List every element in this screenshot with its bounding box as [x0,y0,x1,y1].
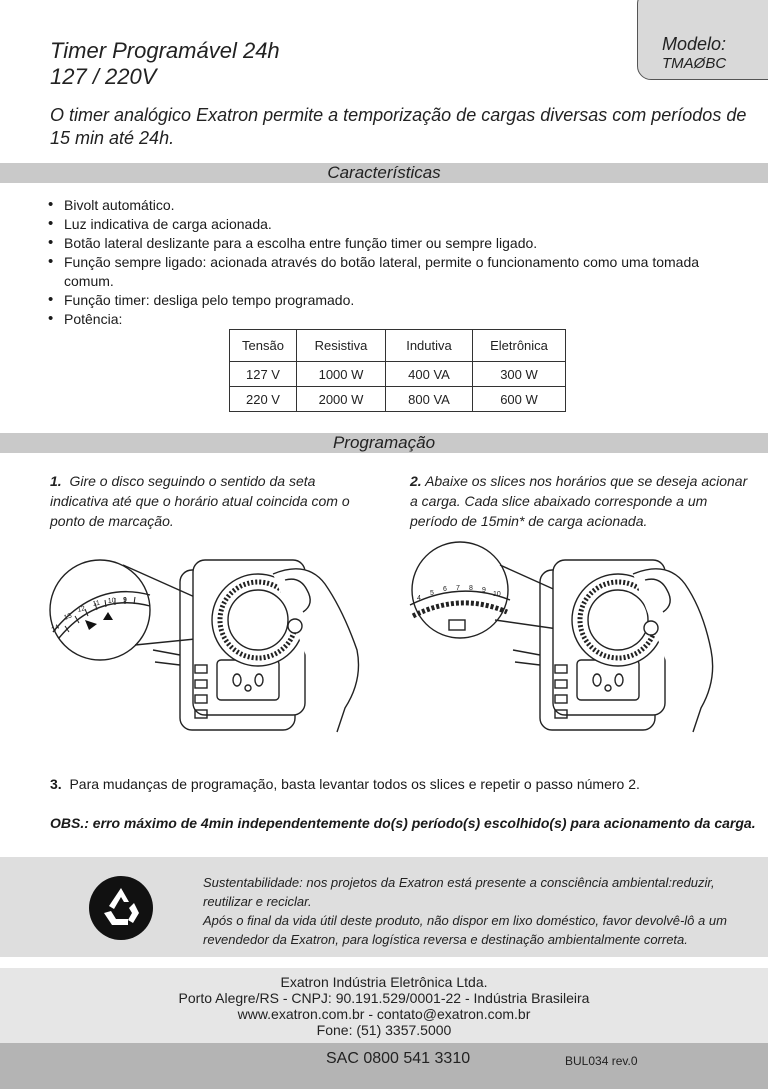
list-item: • Função timer: desliga pelo tempo programado. [48,291,728,310]
model-label: Modelo: [662,34,727,54]
table-cell: 600 W [473,387,566,412]
intro-text: O timer analógico Exatron permite a temporização de cargas diversas com períodos de 15 min até 24h. [50,105,747,148]
dial-label: 9 [482,587,486,594]
list-item: • Botão lateral deslizante para a escolha entre função timer ou sempre ligado. [48,234,728,253]
dial-label: 10 [493,591,501,598]
step-2 [410,471,755,531]
timer-slices-illustration [405,540,725,740]
table-cell: 400 VA [386,362,473,387]
table-header-cell: Eletrônica [473,330,566,362]
dial-label: 10 [107,597,116,605]
dial-label: 8 [469,585,473,592]
sustainability-line-2: Após o final da vida útil deste produto, não dispor em lixo doméstico, favor devolvê-lô a um revendedor da Exatron, para logística reversa e destinação ambientalmente correta. [203,913,727,947]
table-cell: 800 VA [386,387,473,412]
footer-company: Exatron Indústria Eletrônica Ltda. [280,974,488,990]
table-header-row [230,330,566,362]
dial-label: 12 [76,605,87,614]
dial-label: 4 [417,595,421,602]
footer-web: www.exatron.com.br - contato@exatron.com.br [237,1006,531,1022]
dial-label: 13 [63,612,73,622]
table-row [230,362,566,387]
dial-label: 11 [92,599,101,608]
timer-device-illustration [45,540,375,740]
list-item: • Potência: [48,310,728,329]
page-subtitle-voltage: 127 / 220V [50,64,157,89]
dial-label: 5 [430,590,434,597]
dial-label: 14 [50,623,61,634]
table-cell: 220 V [230,387,297,412]
table-header-cell: Tensão [230,330,297,362]
features-section-title: Características [327,163,441,182]
step-2-number: 2. [410,473,422,489]
features-list [48,196,728,329]
model-code: TMAØBC [662,55,727,72]
table-header-cell: Indutiva [386,330,473,362]
step-3-text: Para mudanças de programação, basta levantar todos os slices e repetir o passo número 2. [69,776,640,792]
sac-phone: SAC 0800 541 3310 [326,1050,471,1067]
list-item: • Bivolt automático. [48,196,728,215]
list-item: • Função sempre ligado: acionada através do botão lateral, permite o funcionamento como uma tomada comum. [48,253,728,291]
dial-label: 9 [123,597,127,604]
doc-code: BUL034 rev.0 [565,1054,638,1068]
sustainability-text [203,873,743,949]
table-cell: 1000 W [297,362,386,387]
table-cell: 127 V [230,362,297,387]
step-3 [50,776,640,792]
step-1-number: 1. [50,473,62,489]
recycle-icon [88,875,154,941]
list-item: • Luz indicativa de carga acionada. [48,215,728,234]
power-table [229,329,566,412]
footer-address: Porto Alegre/RS - CNPJ: 90.191.529/0001-22 - Indústria Brasileira [178,990,590,1006]
programming-section-title: Programação [332,433,436,452]
table-cell: 2000 W [297,387,386,412]
footer-phone: Fone: (51) 3357.5000 [316,1022,452,1038]
step-2-text: Abaixe os slices nos horários que se deseja acionar a carga. Cada slice abaixado corresponde a um período de 15min* de carga acionada. [410,473,748,529]
step-1 [50,471,350,531]
dial-label: 7 [456,585,460,592]
page-title: Timer Programável 24h [50,38,280,63]
table-cell: 300 W [473,362,566,387]
step-3-number: 3. [50,776,62,792]
step-1-text: Gire o disco seguindo o sentido da seta indicativa até que o horário atual coincida com o ponto de marcação. [50,473,350,529]
table-header-cell: Resistiva [297,330,386,362]
table-row [230,387,566,412]
dial-label: 6 [443,586,447,593]
obs-note: OBS.: erro máximo de 4min independentemente do(s) período(s) escolhido(s) para acionamento da carga. [50,815,756,831]
sustainability-line-1: Sustentabilidade: nos projetos da Exatron está presente a consciência ambiental:reduzir, reutilizar e reciclar. [203,875,715,909]
